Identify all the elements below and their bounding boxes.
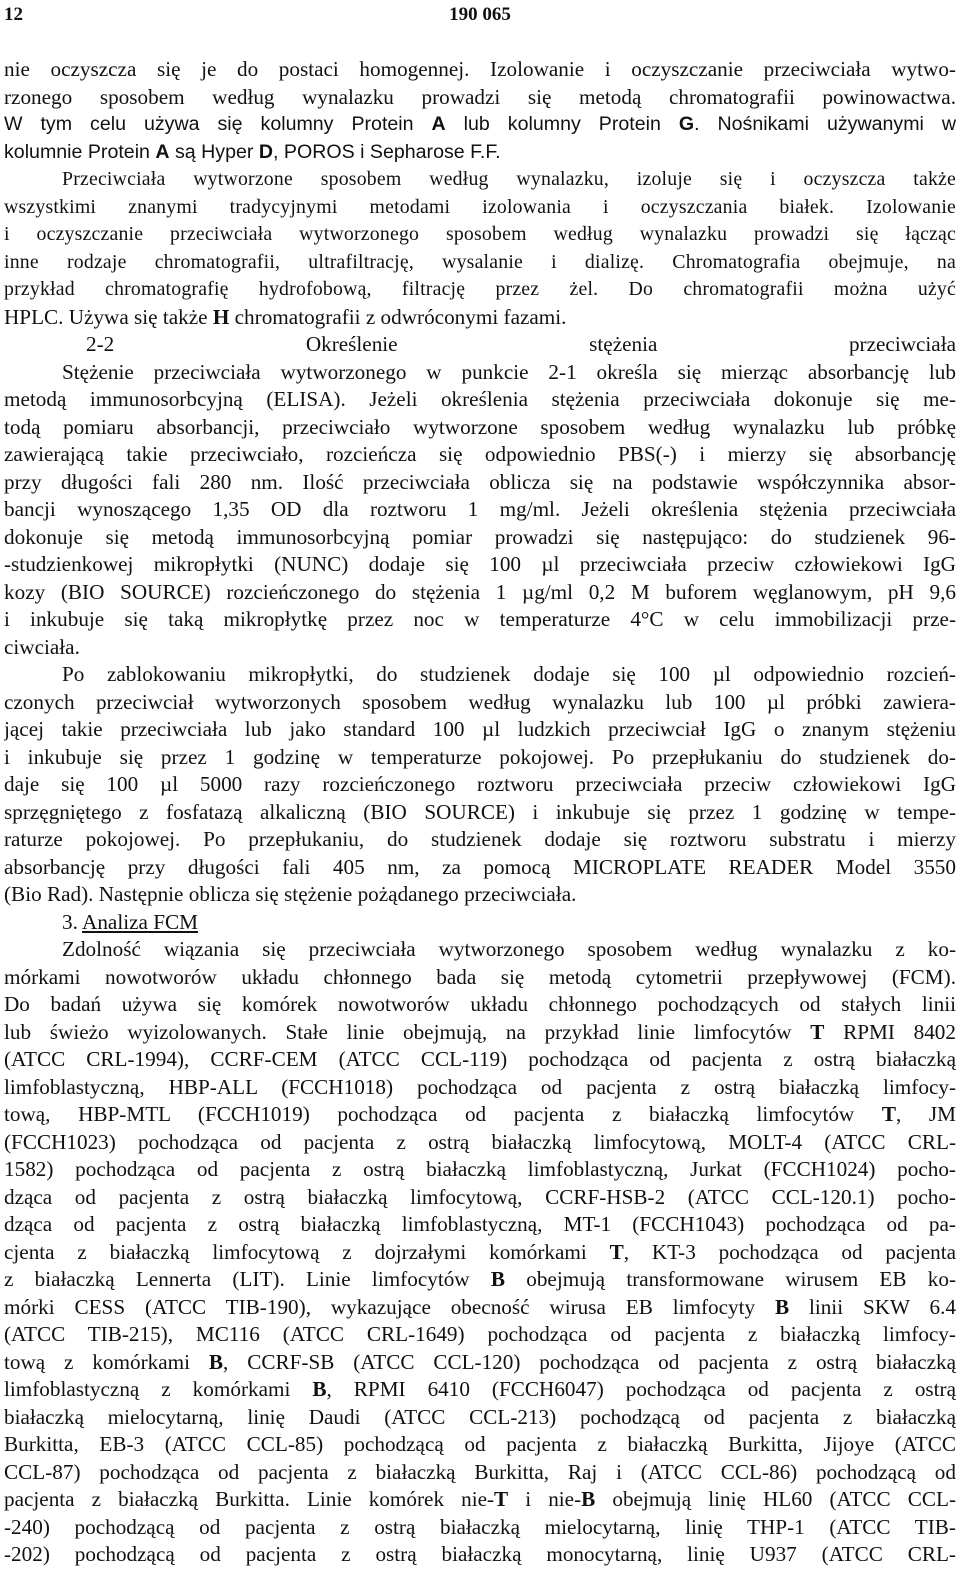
text-line — [4, 634, 956, 662]
text-line — [4, 1156, 956, 1184]
text-line — [4, 1541, 956, 1569]
text-run: Po zablokowaniu mikropłytki, do studzienek dodaje się 100 µl odpowiednio rozcień- — [62, 662, 956, 686]
text-line — [4, 1514, 956, 1542]
text-run: Przeciwciała wytworzone sposobem według wynalazku, izoluje się i oczyszcza także — [62, 168, 956, 190]
text-line — [4, 1239, 956, 1267]
text-run: mórki CESS (ATCC TIB-190), wykazujące obecność wirusa EB limfocyty — [4, 1294, 775, 1319]
text-line — [4, 1431, 956, 1459]
page-header — [0, 0, 960, 34]
text-run: linii SKW 6.4 — [789, 1294, 956, 1319]
text-line — [4, 56, 956, 84]
bold-term: B — [774, 1294, 790, 1319]
text-line — [4, 826, 956, 854]
text-line — [4, 1074, 956, 1102]
bold-term: T — [881, 1102, 896, 1126]
text-line — [4, 744, 956, 772]
bold-term: T — [810, 1019, 825, 1044]
text-line — [4, 139, 956, 167]
text-run: sprzęgniętego z fosfatazą alkaliczną (BIO SOURCE) i inkubuje się przez 1 godzinę w tempe- — [4, 799, 956, 824]
text-run: tową z komórkami — [4, 1349, 209, 1374]
text-run: pacjenta z białaczką Burkitta. Linie komórek nie- — [4, 1487, 495, 1511]
document-number: 190 065 — [449, 4, 511, 25]
text-run: -studzienkowej mikropłytki (NUNC) dodaje się 100 µl przeciwciała przeciw człowiekowi IgG — [4, 552, 956, 576]
text-run: lub świeżo wyizolowanych. Stałe linie obejmują, na przykład linie limfocytów — [4, 1019, 811, 1044]
text-line — [4, 771, 956, 799]
text-line — [4, 964, 956, 992]
text-line — [4, 1486, 956, 1514]
text-run: jącej takie przeciwciała lub jako standard 100 µl ludzkich przeciwciał IgG o znanym stężeniu — [4, 717, 956, 741]
text-run: raturze pokojowej. Po przepłukaniu, do studzienek dodaje się roztworu substratu i mierzy — [4, 827, 956, 851]
text-run: są Hyper — [169, 140, 259, 163]
text-line — [4, 441, 956, 469]
text-run: kozy (BIO SOURCE) rozcieńczonego do stężenia 1 µg/ml 0,2 M buforem węglanowym, pH 9,6 — [4, 579, 956, 604]
text-run: i inkubuje się przez 1 godzinę w temperaturze pokojowej. Po przepłukaniu do studzienek do- — [4, 744, 956, 769]
bold-term: B — [581, 1487, 596, 1511]
text-run: Do badań używa się komórek nowotworów układu chłonnego pochodzących od stałych linii — [4, 992, 956, 1016]
text-line — [4, 414, 956, 442]
text-run: i nie- — [508, 1487, 582, 1511]
text-line — [4, 1046, 956, 1074]
text-line — [4, 799, 956, 827]
text-run: Stężenie przeciwciała wytworzonego w punkcie 2-1 określa się mierząc absorbancję lub — [62, 359, 956, 384]
text-run: (ATCC TIB-215), MC116 (ATCC CRL-1649) pochodząca od pacjenta z białaczką limfocy- — [4, 1322, 956, 1346]
text-line — [4, 606, 956, 634]
text-run: bancji wynoszącego 1,35 OD dla roztworu 1 mg/ml. Jeżeli określenia stężenia przeciwciała — [4, 497, 956, 521]
text-run: obejmują transformowane wirusem EB ko- — [505, 1267, 956, 1291]
text-run: , POROS i Sepharose F.F. — [273, 140, 501, 163]
text-line — [4, 496, 956, 524]
text-line — [4, 551, 956, 579]
text-line — [4, 936, 956, 964]
text-line — [4, 1349, 956, 1377]
bold-term: T — [609, 1239, 624, 1264]
text-run: dokonuje się metodą immunosorbcyjną pomiar prowadzi się następująco: do studzienek 96- — [4, 524, 956, 549]
text-line — [4, 1019, 956, 1047]
text-line — [4, 524, 956, 552]
text-line — [4, 359, 956, 387]
text-run: czonych przeciwciał wytworzonych sposobem według wynalazku lub 100 µl próbki zawiera- — [4, 689, 956, 714]
text-line — [4, 1459, 956, 1487]
text-run: . Nośnikami używanymi w — [694, 113, 956, 135]
text-run: zawierającą takie przeciwciało, rozcieńcza się odpowiednio PBS(-) i mierzy się absorbancję — [4, 442, 956, 466]
text-line — [4, 111, 956, 139]
page-number: 12 — [4, 4, 23, 25]
text-run: (ATCC CRL-1994), CCRF-CEM (ATCC CCL-119) pochodząca od pacjenta z ostrą białaczką — [4, 1047, 956, 1071]
text-line — [4, 1266, 956, 1294]
text-line — [4, 84, 956, 112]
bold-term: B — [312, 1377, 327, 1401]
text-run: -202) pochodzącą od pacjenta z ostrą białaczką monocytarną, linię U937 (ATCC CRL- — [4, 1542, 956, 1566]
bold-term: H — [212, 304, 230, 329]
text-run: 2-2 Określenie stężenia przeciwciała — [86, 332, 956, 356]
text-run: dząca od pacjenta z ostrą białaczką limfoblastyczną, MT-1 (FCCH1043) pochodząca od pa- — [4, 1212, 956, 1236]
text-line — [4, 579, 956, 607]
text-run: białaczką mielocytarną, linię Daudi (ATCC CCL-213) pochodzącą od pacjenta z białaczką — [4, 1404, 956, 1429]
text-line — [4, 1101, 956, 1129]
text-line — [4, 331, 956, 359]
text-run: wszystkimi znanymi tradycyjnymi metodami izolowania i oczyszczania białek. Izolowanie — [4, 195, 956, 218]
text-line — [4, 386, 956, 414]
text-run: nie oczyszcza się je do postaci homogennej. Izolowanie i oczyszczanie przeciwciała wytwo- — [4, 57, 956, 81]
text-run: HPLC. Używa się także — [4, 304, 213, 329]
text-run: , CCRF-SB (ATCC CCL-120) pochodząca od pacjenta z ostrą białaczką — [223, 1349, 956, 1374]
text-run: todą pomiaru absorbancji, przeciwciało wytworzone sposobem według wynalazku lub próbkę — [4, 414, 956, 439]
text-run: , JM — [895, 1102, 956, 1126]
text-run: przykład chromatografię hydrofobową, filtrację przez żel. Do chromatografii można użyć — [4, 278, 956, 300]
text-run: przy długości fali 280 nm. Ilość przeciwciała oblicza się na podstawie współczynnika absor- — [4, 469, 956, 494]
text-line — [4, 276, 956, 304]
text-line — [4, 1211, 956, 1239]
text-run: kolumnie Protein — [4, 140, 156, 163]
bold-term: G — [678, 113, 695, 135]
text-run: cjenta z białaczką limfocytową z dojrzałymi komórkami — [4, 1239, 610, 1264]
text-run: tową, HBP-MTL (FCCH1019) pochodząca od pacjenta z białaczką limfocytów — [4, 1102, 882, 1126]
text-run: i oczyszczanie przeciwciała wytworzonego sposobem według wynalazku prowadzi się łącząc — [4, 223, 956, 245]
bold-term: D — [258, 140, 273, 163]
text-line — [4, 854, 956, 882]
text-run: inne rodzaje chromatografii, ultrafiltrację, wysalanie i dializę. Chromatografia obejmuje, na — [4, 250, 956, 273]
text-run: , RPMI 6410 (FCCH6047) pochodząca od pacjenta z ostrą — [326, 1377, 956, 1401]
text-run: RPMI 8402 — [824, 1019, 956, 1044]
body-text — [4, 56, 956, 1569]
text-line — [4, 909, 956, 937]
text-run: mórkami nowotworów układu chłonnego bada się metodą cytometrii przepływowej (FCM). — [4, 964, 956, 989]
bold-term: A — [155, 140, 170, 163]
text-line — [4, 194, 956, 222]
text-line — [4, 1404, 956, 1432]
text-run: 1582) pochodząca od pacjenta z ostrą białaczką limfoblastyczną, Jurkat (FCCH1024) pocho- — [4, 1157, 956, 1181]
text-run: Burkitta, EB-3 (ATCC CCL-85) pochodzącą od pacjenta z białaczką Burkitta, Jijoye (ATCC — [4, 1432, 956, 1456]
text-line — [4, 1184, 956, 1212]
bold-term: B — [208, 1349, 224, 1374]
text-line — [4, 716, 956, 744]
text-run: absorbancję przy długości fali 405 nm, za pomocą MICROPLATE READER Model 3550 — [4, 854, 956, 879]
text-line — [4, 221, 956, 249]
text-run: dząca od pacjenta z ostrą białaczką limfocytową, CCRF-HSB-2 (ATCC CCL-120.1) pocho- — [4, 1184, 956, 1209]
text-line — [4, 249, 956, 277]
text-run: , KT-3 pochodząca od pacjenta — [623, 1239, 956, 1264]
text-line — [4, 1376, 956, 1404]
text-run: (FCCH1023) pochodząca od pacjenta z ostrą białaczką limfocytową, MOLT-4 (ATCC CRL- — [4, 1129, 956, 1154]
text-line — [4, 469, 956, 497]
text-run: lub kolumny Protein — [445, 113, 679, 135]
text-line — [4, 1129, 956, 1157]
text-line — [4, 689, 956, 717]
text-line — [4, 1294, 956, 1322]
text-line — [4, 881, 956, 909]
text-run: rzonego sposobem według wynalazku prowadzi się metodą chromatografii powinowactwa. — [4, 84, 956, 109]
text-run: CCL-87) pochodząca od pacjenta z białaczką Burkitta, Raj i (ATCC CCL-86) pochodzącą od — [4, 1459, 956, 1484]
text-line — [4, 304, 956, 332]
text-run: limfoblastyczną, HBP-ALL (FCCH1018) pochodząca od pacjenta z ostrą białaczką limfocy- — [4, 1074, 956, 1099]
text-run: ciwciała. — [4, 634, 80, 659]
bold-term: T — [494, 1487, 509, 1511]
text-run: metodą immunosorbcyjną (ELISA). Jeżeli określenia stężenia przeciwciała dokonuje się me- — [4, 387, 956, 411]
text-run: W tym celu używa się kolumny Protein — [4, 113, 432, 135]
bold-term: A — [431, 113, 446, 135]
text-run: (Bio Rad). Następnie oblicza się stężenie pożądanego przeciwciała. — [4, 882, 577, 906]
text-run: Zdolność wiązania się przeciwciała wytworzonego sposobem według wynalazku z ko- — [62, 937, 956, 961]
text-run: obejmują linię HL60 (ATCC CCL- — [595, 1487, 956, 1511]
text-run: limfoblastyczną z komórkami — [4, 1377, 313, 1401]
text-run: 3. — [62, 909, 83, 934]
bold-term: B — [490, 1267, 505, 1291]
text-run: i inkubuje się taką mikropłytkę przez noc w temperaturze 4°C w celu immobilizacji prze- — [4, 607, 956, 631]
text-line — [4, 661, 956, 689]
text-run: z białaczką Lennerta (LIT). Linie limfocytów — [4, 1267, 491, 1291]
text-line — [4, 1321, 956, 1349]
text-line — [4, 991, 956, 1019]
text-run: -240) pochodzącą od pacjenta z ostrą białaczką mielocytarną, linię THP-1 (ATCC TIB- — [4, 1514, 956, 1539]
text-line — [4, 166, 956, 194]
text-run: daje się 100 µl 5000 razy rozcieńczonego roztworu przeciwciała przeciw człowiekowi IgG — [4, 772, 956, 796]
text-run: chromatografii z odwróconymi fazami. — [229, 304, 567, 329]
section-heading: Analiza FCM — [82, 909, 198, 934]
